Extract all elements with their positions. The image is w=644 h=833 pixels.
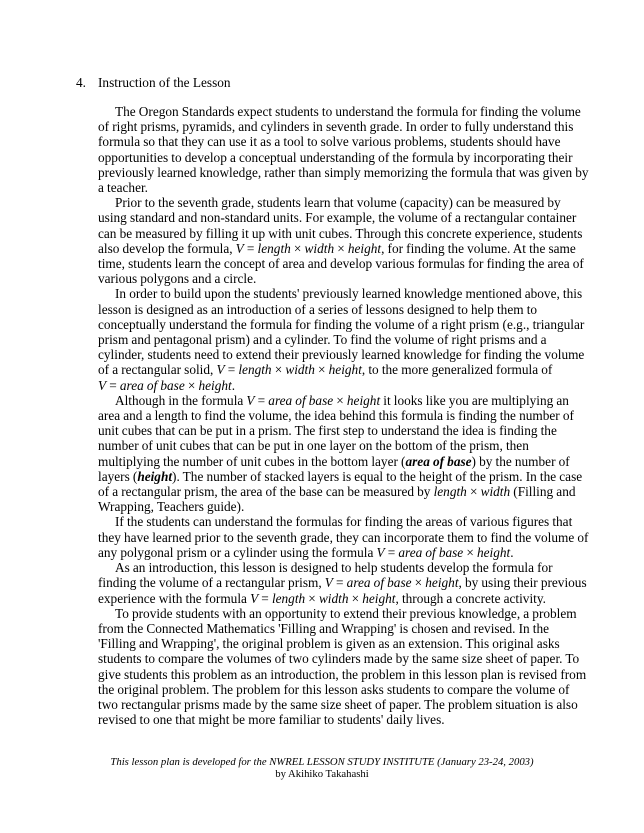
text-line: finding the volume of a rectangular prism, — [98, 575, 322, 591]
text-line: Although in the formula — [115, 392, 244, 408]
text-line: multiplying the number of unit cubes in the bottom layer ( — [98, 453, 406, 469]
text-line: ) by the number of — [471, 453, 570, 469]
text-line: of right prisms, pyramids, and cylinders in seventh grade. In order to fully understand this — [98, 119, 574, 135]
volume-formula: V = length × width × height — [235, 240, 382, 256]
paragraph-6 — [98, 560, 587, 606]
text-line: ). The number of stacked layers is equal to the height of the prism. In the case — [172, 468, 583, 484]
text-line: from the Connected Mathematics 'Filling and Wrapping' is chosen and revised. In the — [98, 620, 550, 636]
text-line: To provide students with an opportunity to extend their previous knowledge, a problem — [115, 605, 577, 621]
paragraph-4 — [98, 392, 583, 515]
general-volume-formula: V = area of base × height — [324, 575, 459, 591]
text-line: Prior to the seventh grade, students learn that volume (capacity) can be measured by — [115, 195, 561, 211]
general-volume-formula: V = area of base × height — [376, 544, 511, 560]
text-line: experience with the formula — [98, 590, 247, 606]
text-line: , through a concrete activity. — [395, 590, 546, 606]
term-area-of-base: area of base — [405, 453, 472, 469]
text-line: 'Filling and Wrapping', the original problem is given as an extension. This original asks — [98, 636, 560, 652]
text-line: they have learned prior to the seventh grade, they can incorporate them to find the volume of — [98, 529, 589, 545]
paragraph-3 — [98, 286, 585, 393]
section-number: 4. — [76, 75, 86, 90]
text-line: conceptually understand the formula for finding the volume of a right prism (e.g., triangular — [98, 316, 585, 332]
text-line: number of unit cubes that can be put in one layer on the bottom of the prism, then — [98, 438, 529, 454]
text-line: it looks like you are multiplying an — [383, 392, 569, 408]
text-line: of a rectangular solid, — [98, 362, 214, 378]
text-line: , for finding the volume. At the same — [381, 240, 576, 256]
text-line: As an introduction, this lesson is designed to help students develop the formula for — [115, 560, 553, 576]
term-height: height — [137, 468, 173, 484]
text-line: time, students learn the concept of area and develop various formulas for finding the area of — [98, 256, 584, 272]
text-line: . — [231, 377, 236, 393]
section-heading — [76, 75, 231, 91]
text-line: various polygons and a circle. — [98, 271, 257, 287]
general-volume-formula: V = area of base × height — [98, 377, 232, 393]
footer-credit: This lesson plan is developed for the NWREL LESSON STUDY INSTITUTE (January 23-24, 2003) — [110, 756, 534, 768]
text-line: unit cubes that can be put in a prism. The first step to understand the idea is finding the — [98, 423, 557, 439]
volume-formula: V = length × width × height — [250, 590, 396, 606]
text-line: students to compare the volumes of two cylinders made by the same size sheet of paper. To — [98, 651, 580, 667]
general-volume-formula: V = area of base × height — [246, 392, 381, 408]
text-line: , by using their previous — [458, 575, 587, 591]
text-line: . — [510, 544, 514, 560]
text-line: prism and pentagonal prism) and a cylinder. To find the volume of right prisms and a — [98, 332, 547, 348]
text-line: the original problem. The problem for this lesson asks students to compare the volume of — [98, 681, 570, 697]
text-line: In order to build upon the students' previously learned knowledge mentioned above, this — [115, 286, 583, 302]
footer-author: by Akihiko Takahashi — [275, 768, 369, 781]
text-line: two rectangular prisms made by the same size sheet of paper. The problem situation is also — [98, 696, 578, 712]
text-line: (Filling and — [513, 484, 576, 500]
text-line: Wrapping, Teachers guide). — [98, 499, 245, 515]
text-line: of a rectangular prism, the area of the base can be measured by — [98, 484, 431, 500]
text-line: also develop the formula, — [98, 240, 233, 256]
section-title: Instruction of the Lesson — [98, 75, 231, 90]
text-line: formula so that they can use it as a tool to solve various problems, students should have — [98, 134, 561, 150]
paragraph-7 — [98, 605, 587, 728]
base-area-formula: length × width — [433, 484, 511, 500]
paragraph-1 — [98, 104, 589, 196]
text-line: lesson is designed as an introduction of a series of lessons designed to help them to — [98, 301, 538, 317]
text-line: can be measured by filling it up with unit cubes. Through this concrete experience, students — [98, 225, 583, 241]
text-line: any polygonal prism or a cylinder using the formula — [98, 544, 374, 560]
text-line: a teacher. — [98, 180, 148, 196]
text-line: The Oregon Standards expect students to understand the formula for finding the volume — [115, 104, 581, 119]
volume-formula: V = length × width × height — [216, 362, 362, 378]
text-line: give students this problem as an introduction, the problem in this lesson plan is revised from — [98, 666, 587, 682]
paragraph-2 — [98, 195, 584, 287]
page-footer — [0, 756, 644, 781]
text-line: area and a length to find the volume, the idea behind this formula is finding the number of — [98, 408, 574, 424]
text-line: , to the more generalized formula of — [361, 362, 553, 378]
text-line: previously learned knowledge, rather than simply memorizing the formula that was given by — [98, 164, 589, 180]
text-line: opportunities to develop a conceptual understanding of the formula by incorporating their — [98, 149, 573, 165]
paragraph-5 — [98, 514, 589, 560]
body-text — [98, 104, 589, 728]
text-line: cylinder, students need to extend their previously learned knowledge for finding the volume — [98, 347, 585, 363]
text-line: If the students can understand the formulas for finding the areas of various figures that — [115, 514, 573, 530]
text-line: using standard and non-standard units. For example, the volume of a rectangular container — [98, 210, 577, 226]
text-line: layers ( — [98, 468, 138, 484]
text-line: revised to one that might be more familiar to students' daily lives. — [98, 712, 445, 728]
